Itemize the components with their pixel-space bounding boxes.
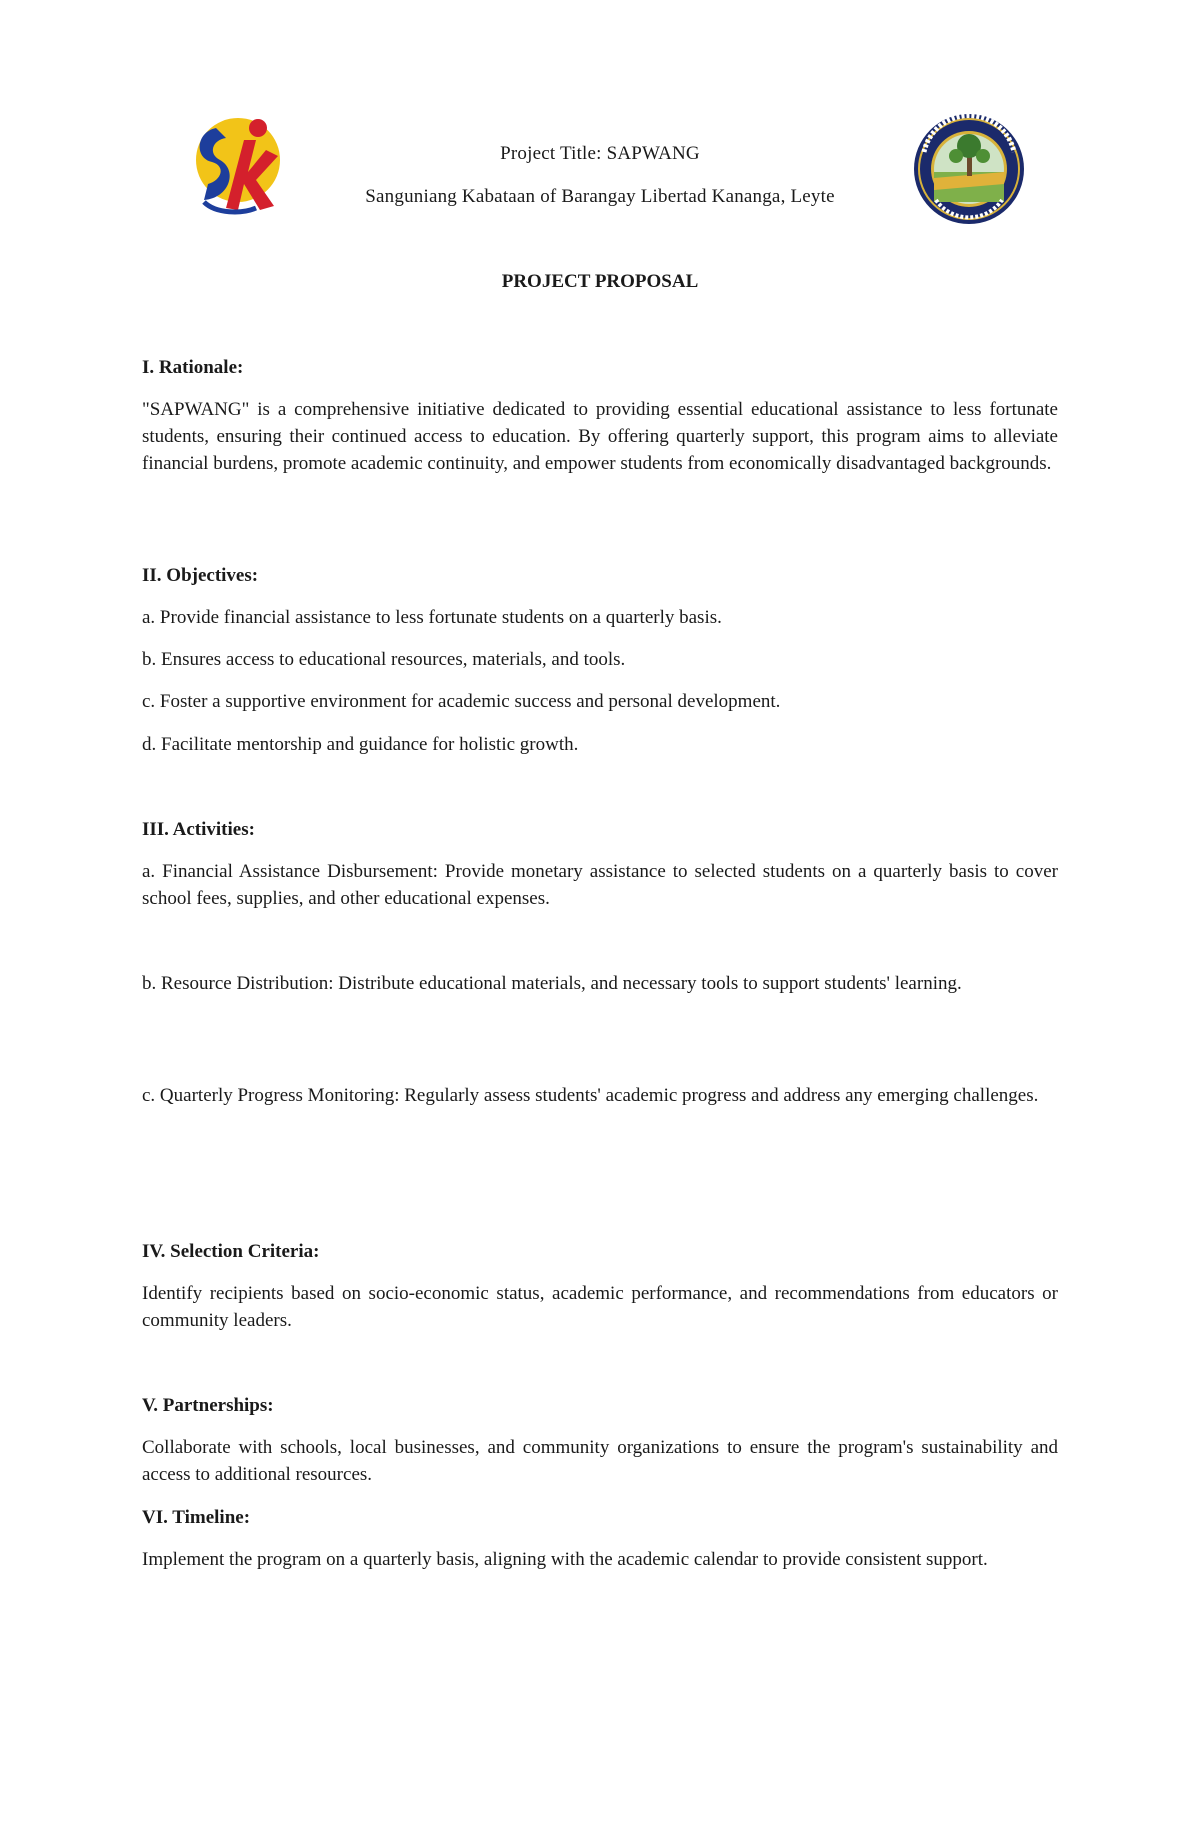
document-heading: PROJECT PROPOSAL: [501, 271, 699, 292]
objective-item: a. Provide financial assistance to less fortunate students on a quarterly basis.: [142, 607, 722, 628]
partnerships-title: V. Partnerships:: [142, 1395, 274, 1416]
selection-criteria-title: IV. Selection Criteria:: [142, 1241, 320, 1262]
rationale-title: I. Rationale:: [142, 357, 244, 378]
objectives-title: II. Objectives:: [142, 565, 259, 586]
selection-criteria-text: Identify recipients based on socio-economic status, academic performance, and recommendations from educators or community leaders.: [142, 1283, 1058, 1331]
activity-item: b. Resource Distribution: Distribute educational materials, and necessary tools to support students' learning.: [142, 973, 962, 994]
objective-item: b. Ensures access to educational resources, materials, and tools.: [142, 649, 626, 670]
activity-item: c. Quarterly Progress Monitoring: Regularly assess students' academic progress and address any emerging challenges.: [142, 1085, 1039, 1106]
rationale-text: "SAPWANG" is a comprehensive initiative dedicated to providing essential educational assistance to less fortunate students, ensuring their continued access to education. By offering quarterly support, this program aims to alleviate financial burdens, promote academic continuity, and empower students from economically disadvantaged backgrounds.: [142, 399, 1058, 474]
project-title: Project Title: SAPWANG: [500, 143, 700, 164]
activities-title: III. Activities:: [142, 819, 255, 840]
timeline-text: Implement the program on a quarterly basis, aligning with the academic calendar to provide consistent support.: [142, 1549, 988, 1570]
objective-item: c. Foster a supportive environment for academic success and personal development.: [142, 691, 781, 712]
partnerships-text: Collaborate with schools, local businesses, and community organizations to ensure the program's sustainability and access to additional resources.: [142, 1437, 1058, 1485]
activity-item: a. Financial Assistance Disbursement: Provide monetary assistance to selected students on a quarterly basis to cover school fees, supplies, and other educational expenses.: [142, 861, 1058, 909]
timeline-title: VI. Timeline:: [142, 1507, 251, 1528]
objective-item: d. Facilitate mentorship and guidance for holistic growth.: [142, 734, 579, 755]
organization-name: Sanguniang Kabataan of Barangay Libertad Kananga, Leyte: [365, 186, 835, 207]
